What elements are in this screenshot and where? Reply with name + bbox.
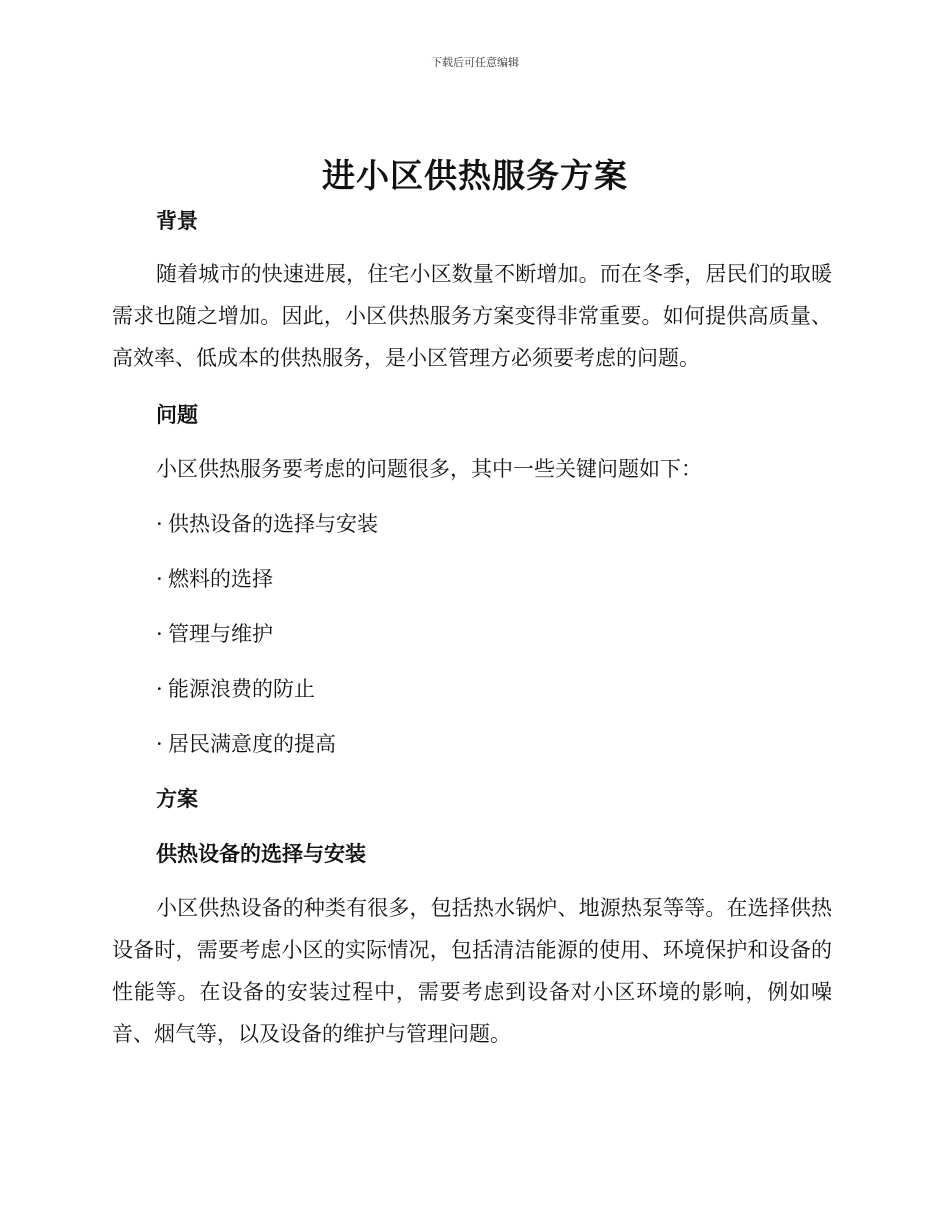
problem-item-text: 能源浪费的防止 [168, 677, 315, 701]
plan-paragraph: 小区供热设备的种类有很多，包括热水锅炉、地源热泵等等。在选择供热设备时，需要考虑小区的实际情况，包括清洁能源的使用、环境保护和设备的性能等。在设备的安装过程中，需要考虑到设备对小区环境的影响，例如噪音、烟气等，以及设备的维护与管理问题。 [112, 896, 832, 1046]
problem-item-text: 管理与维护 [168, 622, 273, 646]
section-heading-problems: 问题 [156, 403, 198, 427]
problem-list-item [156, 510, 378, 538]
background-paragraph: 随着城市的快速进展，住宅小区数量不断增加。而在冬季，居民们的取暖需求也随之增加。因此，小区供热服务方案变得非常重要。如何提供高质量、高效率、低成本的供热服务，是小区管理方必须要考虑的问题。 [112, 262, 832, 370]
page-header-note: 下载后可任意编辑 [431, 56, 519, 69]
subsection-heading-equipment: 供热设备的选择与安装 [156, 842, 366, 866]
problem-item-text: 居民满意度的提高 [168, 732, 336, 756]
bullet-icon: · [156, 732, 163, 756]
section-heading-background: 背景 [156, 209, 198, 233]
bullet-icon: · [156, 512, 163, 536]
document-title: 进小区供热服务方案 [322, 156, 628, 195]
problem-list-item [156, 730, 336, 758]
bullet-icon: · [156, 567, 163, 591]
problem-list-item [156, 620, 273, 648]
bullet-icon: · [156, 622, 163, 646]
problem-list-item [156, 675, 315, 703]
bullet-icon: · [156, 677, 163, 701]
problems-intro: 小区供热服务要考虑的问题很多，其中一些关键问题如下： [156, 457, 702, 481]
section-heading-plan: 方案 [156, 787, 198, 811]
problem-item-text: 燃料的选择 [168, 567, 273, 591]
problem-item-text: 供热设备的选择与安装 [168, 512, 378, 536]
problem-list-item [156, 565, 273, 593]
